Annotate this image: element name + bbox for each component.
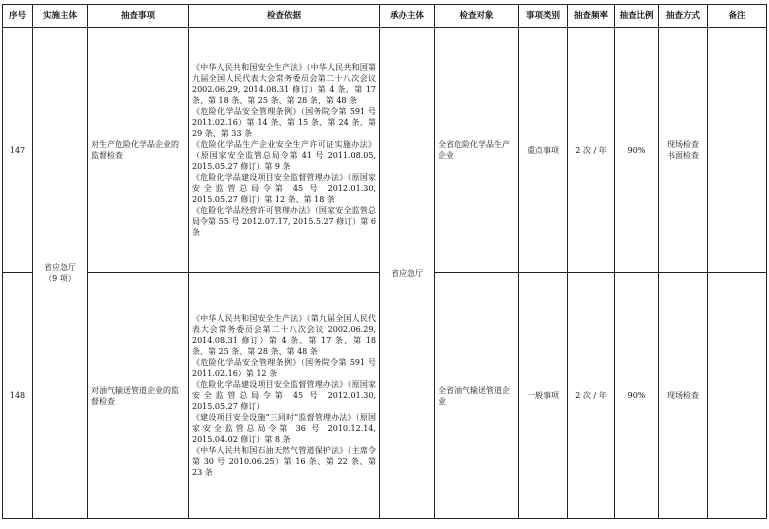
header-cell: 抽查事项	[88, 5, 189, 28]
basis-line: 《危险化学品建设项目安全监督管理办法》（原国家安全监管总局令第 45 号 2012.01.30, 2015.05.27 修订）	[192, 380, 376, 411]
header-cell: 检查对象	[435, 5, 519, 28]
header-cell: 检查依据	[189, 5, 380, 28]
header-cell: 实施主体	[33, 5, 88, 28]
row-number: 148	[3, 273, 33, 519]
inspection-basis	[189, 273, 380, 519]
header-cell: 序号	[3, 5, 33, 28]
basis-line: 《危险化学品生产企业安全生产许可证实施办法》（原国家安全监管总局令第 41 号 2011.08.05, 2015.05.27 修订）第 9 条	[192, 140, 376, 171]
basis-line: 《中华人民共和国石油天然气管道保护法》（主席令第 30 号 2010.06.25）第 16 条、第 22 条、第 23 条	[192, 446, 376, 477]
inspection-item: 对油气输送管道企业的监督检查	[88, 273, 189, 519]
implementing-body-text: 省应急厅 （9 项）	[44, 263, 76, 283]
basis-line: 《危险化学品经营许可管理办法》（国家安全监管总局令第 55 号 2012.07.17, 2015.5.27 修订）第 6 条	[192, 206, 376, 237]
inspection-frequency: 2 次 / 年	[568, 273, 615, 519]
inspection-object: 全省油气输送管道企业	[435, 273, 519, 519]
inspection-ratio: 90%	[615, 28, 659, 273]
inspection-frequency: 2 次 / 年	[568, 28, 615, 273]
basis-line: 《中华人民共和国安全生产法》（第九届全国人民代表大会常务委员会第二十八次会议 2002.06.29, 2014.08.31 修订）第 4 条、第 17 条、第 18 条、第 25 条、第 28 条、第 48 条	[192, 314, 376, 356]
item-category: 重点事项	[519, 28, 568, 273]
inspection-ratio: 90%	[615, 273, 659, 519]
basis-line: 《中华人民共和国安全生产法》（中华人民共和国第九届全国人民代表大会常务委员会第二十八次会议 2002.06.29, 2014.08.31 修订）第 4 条、第 17 条、第 18 条、第 25 条、第 28 条、第 48 条	[192, 63, 376, 105]
basis-line: 《建设项目安全设施“三同时”监督管理办法》（原国家安全监管总局令第 36 号 2010.12.14, 2015.04.02 修订）第 8 条	[192, 413, 376, 444]
row-number: 147	[3, 28, 33, 273]
table-row	[3, 28, 767, 273]
item-category: 一般事项	[519, 273, 568, 519]
basis-line: 《危险化学品安全管理条例》（国务院令第 591 号 2011.02.16）第 12 条	[192, 358, 376, 378]
remark	[708, 273, 767, 519]
header-cell: 事项类别	[519, 5, 568, 28]
inspection-item: 对生产危险化学品企业的监督检查	[88, 28, 189, 273]
inspection-basis	[189, 28, 380, 273]
header-cell: 抽查方式	[659, 5, 708, 28]
inspection-table	[2, 4, 767, 519]
handling-body: 省应急厅	[380, 28, 435, 519]
header-row	[3, 5, 767, 28]
implementing-body	[33, 28, 88, 519]
inspection-object: 全省危险化学品生产企业	[435, 28, 519, 273]
remark	[708, 28, 767, 273]
header-cell: 备注	[708, 5, 767, 28]
basis-line: 《危险化学品建设项目安全监督管理办法》（原国家安全监管总局令第 45 号 2012.01.30, 2015.05.27 修订）第 12 条、第 18 条	[192, 173, 376, 204]
inspection-method: 现场检查	[659, 273, 708, 519]
header-cell: 抽查比例	[615, 5, 659, 28]
basis-line: 《危险化学品安全管理条例》（国务院令第 591 号 2011.02.16）第 14 条、第 15 条、第 24 条、第 29 条、第 33 条	[192, 107, 376, 138]
header-cell: 抽查频率	[568, 5, 615, 28]
header-cell: 承办主体	[380, 5, 435, 28]
inspection-method: 现场检查 书面检查	[659, 28, 708, 273]
